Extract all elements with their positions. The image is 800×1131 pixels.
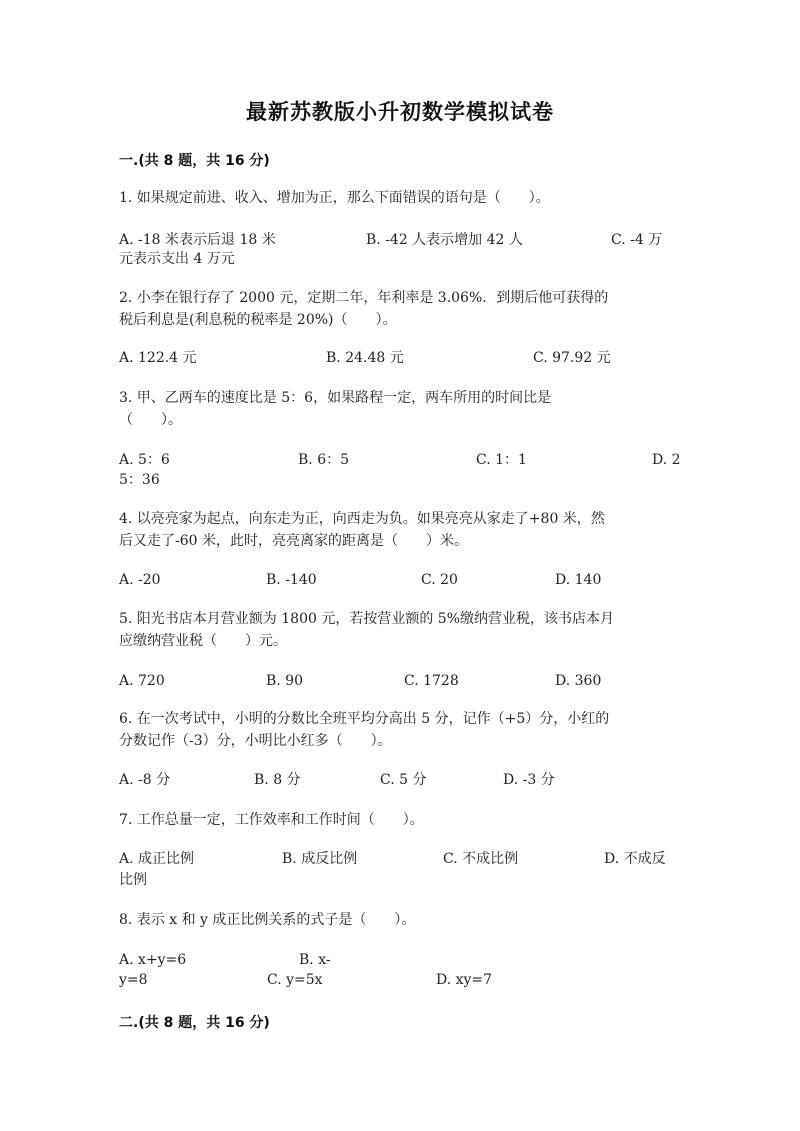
q6-option-d: D. -3 分 bbox=[503, 772, 555, 788]
question-2-line1: 2. 小李在银行存了 2000 元，定期二年，年利率是 3.06%．到期后他可获得的 bbox=[119, 290, 609, 306]
q3-option-c: C. 1：1 bbox=[476, 452, 527, 468]
q8-option-a: A. x+y=6 bbox=[119, 952, 187, 968]
q7-option-d-cont: 比例 bbox=[119, 872, 147, 888]
q2-option-a: A. 122.4 元 bbox=[119, 350, 197, 366]
q4-option-a: A. -20 bbox=[119, 572, 161, 588]
question-8: 8. 表示 x 和 y 成正比例关系的式子是（ ）。 bbox=[119, 912, 416, 928]
q1-option-a: A. -18 米表示后退 18 米 bbox=[119, 232, 276, 248]
q8-option-c: C. y=5x bbox=[267, 972, 323, 988]
question-5-line1: 5. 阳光书店本月营业额为 1800 元，若按营业额的 5%缴纳营业税，该书店本月 bbox=[119, 611, 614, 627]
q3-option-d-cont: 5：36 bbox=[119, 472, 160, 488]
q6-option-a: A. -8 分 bbox=[119, 772, 171, 788]
question-7: 7. 工作总量一定，工作效率和工作时间（ ）。 bbox=[119, 812, 424, 828]
question-1: 1. 如果规定前进、收入、增加为正，那么下面错误的语句是（ ）。 bbox=[119, 190, 550, 206]
q8-option-d: D. xy=7 bbox=[436, 972, 493, 988]
q7-option-c: C. 不成比例 bbox=[443, 851, 519, 867]
q5-option-a: A. 720 bbox=[119, 673, 165, 689]
question-2-line2: 税后利息是(利息税的税率是 20%)（ ）。 bbox=[119, 312, 397, 328]
q7-option-a: A. 成正比例 bbox=[119, 851, 195, 867]
q1-option-c: C. -4 万 bbox=[611, 232, 663, 248]
question-4-line2: 后又走了-60 米，此时，亮亮离家的距离是（ ）米。 bbox=[119, 533, 468, 549]
question-6-line2: 分数记作（-3）分，小明比小红多（ ）。 bbox=[119, 733, 392, 749]
page-title: 最新苏教版小升初数学模拟试卷 bbox=[246, 100, 554, 124]
q2-option-b: B. 24.48 元 bbox=[326, 350, 404, 366]
q1-option-c-cont: 元表示支出 4 万元 bbox=[119, 251, 235, 267]
q3-option-b: B. 6：5 bbox=[298, 452, 350, 468]
q1-option-b: B. -42 人表示增加 42 人 bbox=[366, 232, 523, 248]
section-1-heading: 一.(共 8 题，共 16 分) bbox=[119, 153, 270, 169]
question-5-line2: 应缴纳营业税（ ）元。 bbox=[119, 633, 287, 649]
q2-option-c: C. 97.92 元 bbox=[533, 350, 611, 366]
q7-option-d: D. 不成反 bbox=[604, 851, 666, 867]
question-4-line1: 4. 以亮亮家为起点，向东走为正，向西走为负。如果亮亮从家走了+80 米，然 bbox=[119, 511, 605, 527]
q7-option-b: B. 成反比例 bbox=[282, 851, 358, 867]
question-3-line2: （ ）。 bbox=[119, 412, 182, 428]
q4-option-c: C. 20 bbox=[421, 572, 458, 588]
q5-option-b: B. 90 bbox=[266, 673, 304, 689]
q3-option-a: A. 5：6 bbox=[119, 452, 170, 468]
q8-option-b-cont: y=8 bbox=[119, 972, 148, 988]
q6-option-b: B. 8 分 bbox=[254, 772, 301, 788]
q5-option-d: D. 360 bbox=[555, 673, 602, 689]
q4-option-b: B. -140 bbox=[266, 572, 317, 588]
section-2-heading: 二.(共 8 题，共 16 分) bbox=[119, 1015, 270, 1031]
q4-option-d: D. 140 bbox=[555, 572, 602, 588]
q6-option-c: C. 5 分 bbox=[380, 772, 427, 788]
question-6-line1: 6. 在一次考试中，小明的分数比全班平均分高出 5 分，记作（+5）分，小红的 bbox=[119, 711, 610, 727]
q3-option-d: D. 2 bbox=[652, 452, 681, 468]
q5-option-c: C. 1728 bbox=[404, 673, 459, 689]
q8-option-b: B. x- bbox=[299, 952, 331, 968]
question-3-line1: 3. 甲、乙两车的速度比是 5：6，如果路程一定，两车所用的时间比是 bbox=[119, 390, 552, 406]
